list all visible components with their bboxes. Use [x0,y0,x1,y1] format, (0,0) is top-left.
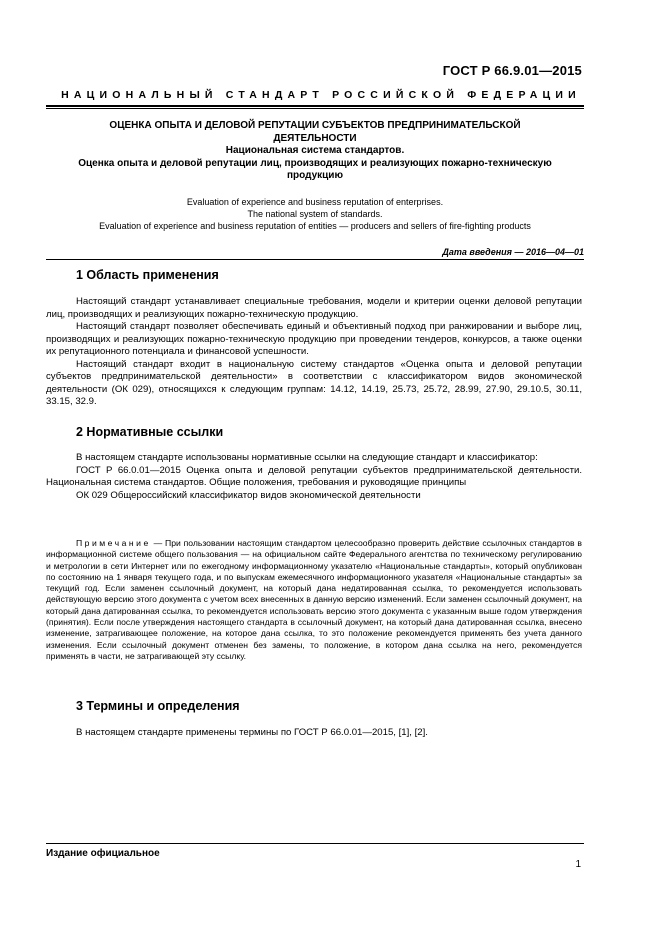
note-text: — При пользовании настоящим стандартом целесообразно проверить действие ссылочных стандартов в информационной системе общего пользования — на официальном сайте Федерального агентства по техническому регулированию и метрологии в сети Интернет или по ежегодному информационному указателю «Национальные стандарты», который опубликован по состоянию на 1 января текущего года, и по выпускам ежемесячного информационного указателя «Национальные стандарты» за текущий год. Если заменен ссылочный документ, на который дана недатированная ссылка, то рекомендуется использовать действующую версию этого документа с учетом всех внесенных в данную версию изменений. Если заменен ссылочный документ, на который дана датированная ссылка, то рекомендуется использовать версию этого документа с указанным выше годом утверждения (принятия). Если после утверждения настоящего стандарта в ссылочный документ, на который дана датированная ссылка, внесено изменение, затрагивающее положение, на которое дана ссылка, то это положение рекомендуется применять без учета данного изменения. Если ссылочный документ отменен без замены, то положение, в котором дана ссылка на него, рекомендуется применять в части, не затрагивающей эту ссылку. [46,538,582,661]
english-title-line: Evaluation of experience and business reputation of entities — producers and sellers of fire-fighting products [99,221,531,231]
title-line: Национальная система стандартов. [225,145,405,156]
paragraph: В настоящем стандарте использованы нормативные ссылки на следующие стандарт и классификатор: [76,452,538,463]
official-edition-label: Издание официальное [46,848,160,859]
note-label: Примечание [76,538,151,548]
paragraph: Настоящий стандарт входит в национальную систему стандартов «Оценка опыта и деловой репутации субъектов предпринимательской деятельности» в соответствии с классификатором видов экономической деятельности (ОК 029), относящихся к следующим группам: 14.12, 14.19, 25.73, 25.72, 28.99, 27.90, 29.10.5, 30.11, 33.15, 32.9. [46,358,582,407]
paragraph: В настоящем стандарте применены термины по ГОСТ Р 66.0.01—2015, [1], [2]. [76,727,428,738]
header-rule-thin [46,108,584,109]
section-3-title: 3 Термины и определения [76,699,240,713]
paragraph: Настоящий стандарт устанавливает специальные требования, модели и критерии оценки деловой репутации лиц, производящих и реализующих пожарно-техническую продукцию. [46,296,582,320]
section-1-body [46,296,582,409]
footer-rule [46,843,584,844]
paragraph: ОК 029 Общероссийский классификатор видов экономической деятельности [76,489,421,501]
paragraph: Настоящий стандарт позволяет обеспечивать единый и объективный подход при ранжировании и выборе лиц, производящих и реализующих пожарно-техническую продукцию при проведении тендеров, конкурсов, а также оценки их репутационного потенциала и финансовой успешности. [46,321,582,357]
national-standard-banner: НАЦИОНАЛЬНЫЙ СТАНДАРТ РОССИЙСКОЙ ФЕДЕРАЦИИ [61,89,581,101]
page-number: 1 [575,859,581,870]
english-title-line: The national system of standards. [247,209,383,219]
section-2-title: 2 Нормативные ссылки [76,425,224,439]
introduction-date: Дата введения — 2016—04—01 [46,247,584,260]
section-2-body [46,452,582,502]
english-title-line: Evaluation of experience and business reputation of enterprises. [186,197,444,207]
title-line: ДЕЯТЕЛЬНОСТИ [273,132,357,144]
title-line: ОЦЕНКА ОПЫТА И ДЕЛОВОЙ РЕПУТАЦИИ СУБЪЕКТОВ ПРЕДПРИНИМАТЕЛЬСКОЙ [109,120,521,131]
russian-title [46,120,584,183]
section-1-title: 1 Область применения [76,268,219,282]
section-2-note [46,538,582,662]
title-line: продукцию [287,170,343,181]
paragraph: ГОСТ Р 66.0.01—2015 Оценка опыта и деловой репутации субъектов предпринимательской деятельности. Национальная система стандартов. Общие положения, требования и руководящие принципы [46,464,582,488]
document-code: ГОСТ Р 66.9.01—2015 [442,63,582,78]
english-title [46,196,584,232]
header-rule-thick [46,105,584,107]
section-3-body [46,727,582,740]
title-line: Оценка опыта и деловой репутации лиц, производящих и реализующих пожарно-техническую [78,157,552,169]
